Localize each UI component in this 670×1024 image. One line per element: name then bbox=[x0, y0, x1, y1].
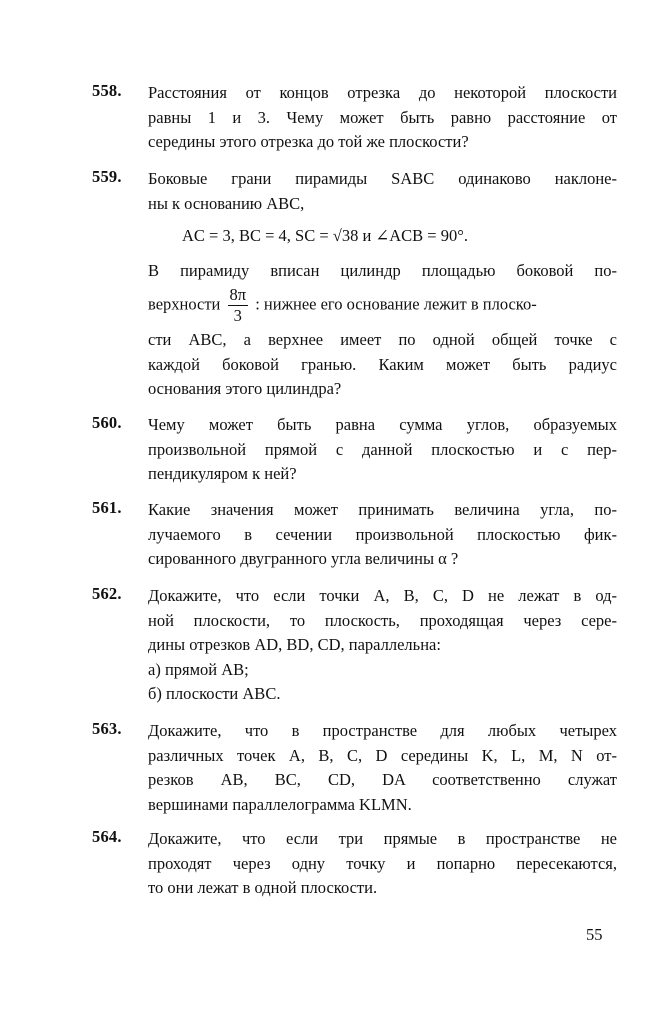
text-line: Докажите, что если точки A, B, C, D не лежат в од- bbox=[148, 586, 617, 605]
text-line: Расстояния от концов отрезка до некоторой плоскости bbox=[148, 83, 617, 102]
text-line: пендикуляром к ней? bbox=[148, 464, 297, 483]
problem-562 bbox=[92, 584, 617, 707]
problem-text bbox=[148, 584, 617, 707]
text-line: дины отрезков AD, BD, CD, параллельна: bbox=[148, 635, 441, 654]
text-fragment: верхности bbox=[148, 294, 221, 314]
problem-561 bbox=[92, 498, 617, 572]
text-line: произвольной прямой с данной плоскостью и с пер- bbox=[148, 439, 617, 459]
text-line: основания этого цилиндра? bbox=[148, 379, 342, 398]
problem-text bbox=[148, 167, 617, 402]
text-line: проходят через одну точку и попарно пересекаются, bbox=[148, 853, 617, 873]
problem-text bbox=[148, 719, 617, 817]
problem-text bbox=[148, 827, 617, 901]
problem-text bbox=[148, 498, 617, 572]
text-line: Докажите, что если три прямые в пространстве не bbox=[148, 829, 617, 848]
text-line: а) прямой AB; bbox=[148, 659, 249, 679]
text-line: Боковые грани пирамиды SABC одинаково наклоне- bbox=[148, 169, 617, 188]
text-line: каждой боковой гранью. Каким может быть радиус bbox=[148, 354, 617, 374]
text-line: Какие значения может принимать величина угла, по- bbox=[148, 500, 617, 519]
fraction-denominator: 3 bbox=[233, 306, 242, 325]
problem-text bbox=[148, 413, 617, 487]
problem-number: 564. bbox=[92, 827, 122, 846]
problem-559 bbox=[92, 167, 617, 402]
text-line: В пирамиду вписан цилиндр площадью боковой по- bbox=[148, 260, 617, 280]
problem-563 bbox=[92, 719, 617, 817]
text-line: Чему может быть равна сумма углов, образуемых bbox=[148, 415, 617, 434]
text-line: ны к основанию ABC, bbox=[148, 193, 305, 213]
text-line: резков AB, BC, CD, DA соответственно служат bbox=[148, 770, 617, 789]
problem-number: 558. bbox=[92, 81, 122, 100]
problem-558 bbox=[92, 81, 617, 155]
fraction-numerator: 8π bbox=[229, 285, 247, 304]
problem-564 bbox=[92, 827, 617, 901]
text-line: середины этого отрезка до той же плоскости? bbox=[148, 132, 469, 151]
formula: AC = 3, BC = 4, SC = √38 и ∠ACB = 90°. bbox=[182, 226, 468, 245]
text-line: сти ABC, а верхнее имеет по одной общей точке с bbox=[148, 330, 617, 349]
problem-number: 560. bbox=[92, 413, 122, 432]
text-line: ной плоскости, то плоскость, проходящая через сере- bbox=[148, 610, 617, 630]
problem-number: 562. bbox=[92, 584, 122, 603]
fraction bbox=[228, 285, 249, 326]
problem-560 bbox=[92, 413, 617, 487]
text-line: б) плоскости ABC. bbox=[148, 684, 281, 703]
problem-text bbox=[148, 81, 617, 155]
text-line-with-fraction bbox=[148, 285, 617, 326]
page-number: 55 bbox=[586, 925, 603, 944]
text-line: вершинами параллелограмма KLMN. bbox=[148, 794, 412, 814]
text-line: различных точек A, B, C, D середины K, L, M, N от- bbox=[148, 745, 617, 765]
text-fragment: : нижнее его основание лежит в плоско- bbox=[255, 294, 537, 314]
problem-number: 559. bbox=[92, 167, 122, 186]
text-line: то они лежат в одной плоскости. bbox=[148, 878, 378, 897]
text-line: равны 1 и 3. Чему может быть равно расстояние от bbox=[148, 107, 617, 127]
text-line: лучаемого в сечении произвольной плоскостью фик- bbox=[148, 524, 617, 544]
text-line: Докажите, что в пространстве для любых четырех bbox=[148, 721, 617, 740]
problem-number: 561. bbox=[92, 498, 122, 517]
problem-number: 563. bbox=[92, 719, 122, 738]
text-line: сированного двугранного угла величины α ? bbox=[148, 549, 459, 568]
